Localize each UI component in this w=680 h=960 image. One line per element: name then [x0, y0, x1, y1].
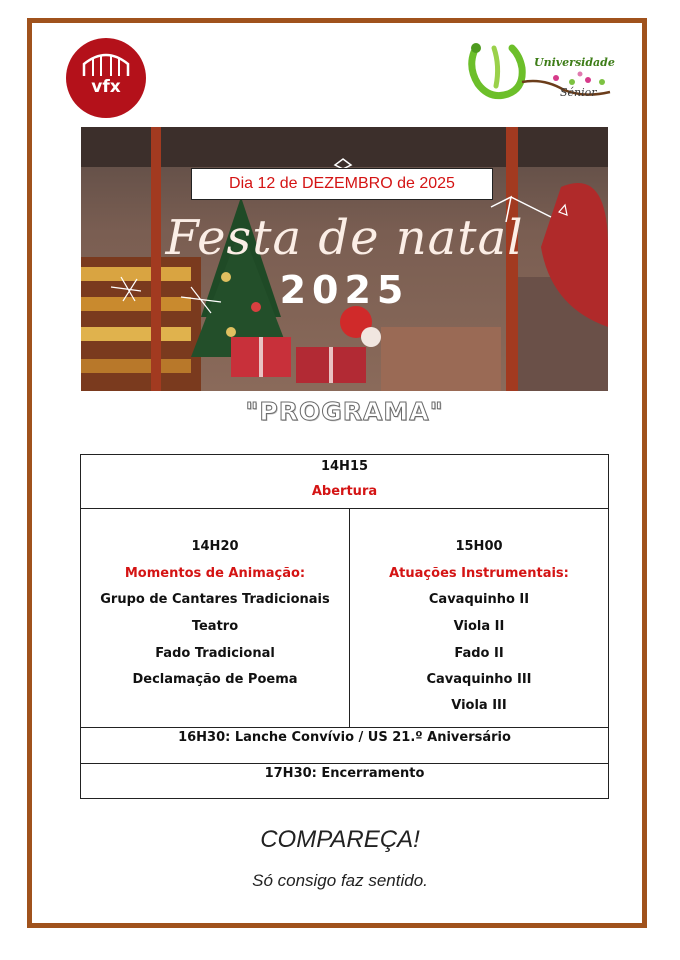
table-divider	[81, 508, 608, 509]
arches-logo-icon	[80, 50, 132, 78]
event-date-box: Dia 12 de DEZEMBRO de 2025	[191, 168, 493, 200]
closing-row: 17H30: Encerramento	[264, 766, 425, 781]
programme-heading: "PROGRAMA"	[245, 397, 444, 426]
us-logo-line2: Sénior	[560, 86, 597, 99]
list-item: Teatro	[191, 619, 239, 634]
list-item: Fado II	[454, 646, 504, 661]
list-item: Declamação de Poema	[132, 672, 298, 687]
list-item: Cavaquinho III	[426, 672, 532, 687]
event-title: Festa de natal	[165, 210, 524, 266]
animation-title: Momentos de Animação:	[124, 566, 306, 581]
list-item: Grupo de Cantares Tradicionais	[100, 592, 330, 607]
list-item: Cavaquinho II	[428, 592, 530, 607]
list-item: Viola II	[453, 619, 505, 634]
event-year: 2025	[279, 268, 410, 312]
table-divider	[81, 727, 608, 728]
snack-row: 16H30: Lanche Convívio / US 21.º Aniversário	[178, 730, 511, 745]
vfx-logo-text: vfx	[91, 77, 121, 97]
instrumental-time: 15H00	[455, 539, 503, 554]
opening-time: 14H15	[320, 459, 369, 474]
programme-table	[80, 454, 609, 799]
table-divider	[81, 763, 608, 764]
instrumental-title: Atuações Instrumentais:	[389, 566, 569, 581]
universidade-senior-logo	[464, 38, 620, 108]
list-item: Fado Tradicional	[155, 646, 275, 661]
list-item: Viola III	[451, 698, 507, 713]
tagline: Só consigo faz sentido.	[252, 871, 428, 890]
vfx-logo	[66, 38, 146, 118]
animation-time: 14H20	[191, 539, 239, 554]
opening-label: Abertura	[311, 484, 378, 499]
call-to-action: COMPAREÇA!	[260, 826, 420, 853]
us-logo-line1: Universidade	[534, 56, 615, 69]
